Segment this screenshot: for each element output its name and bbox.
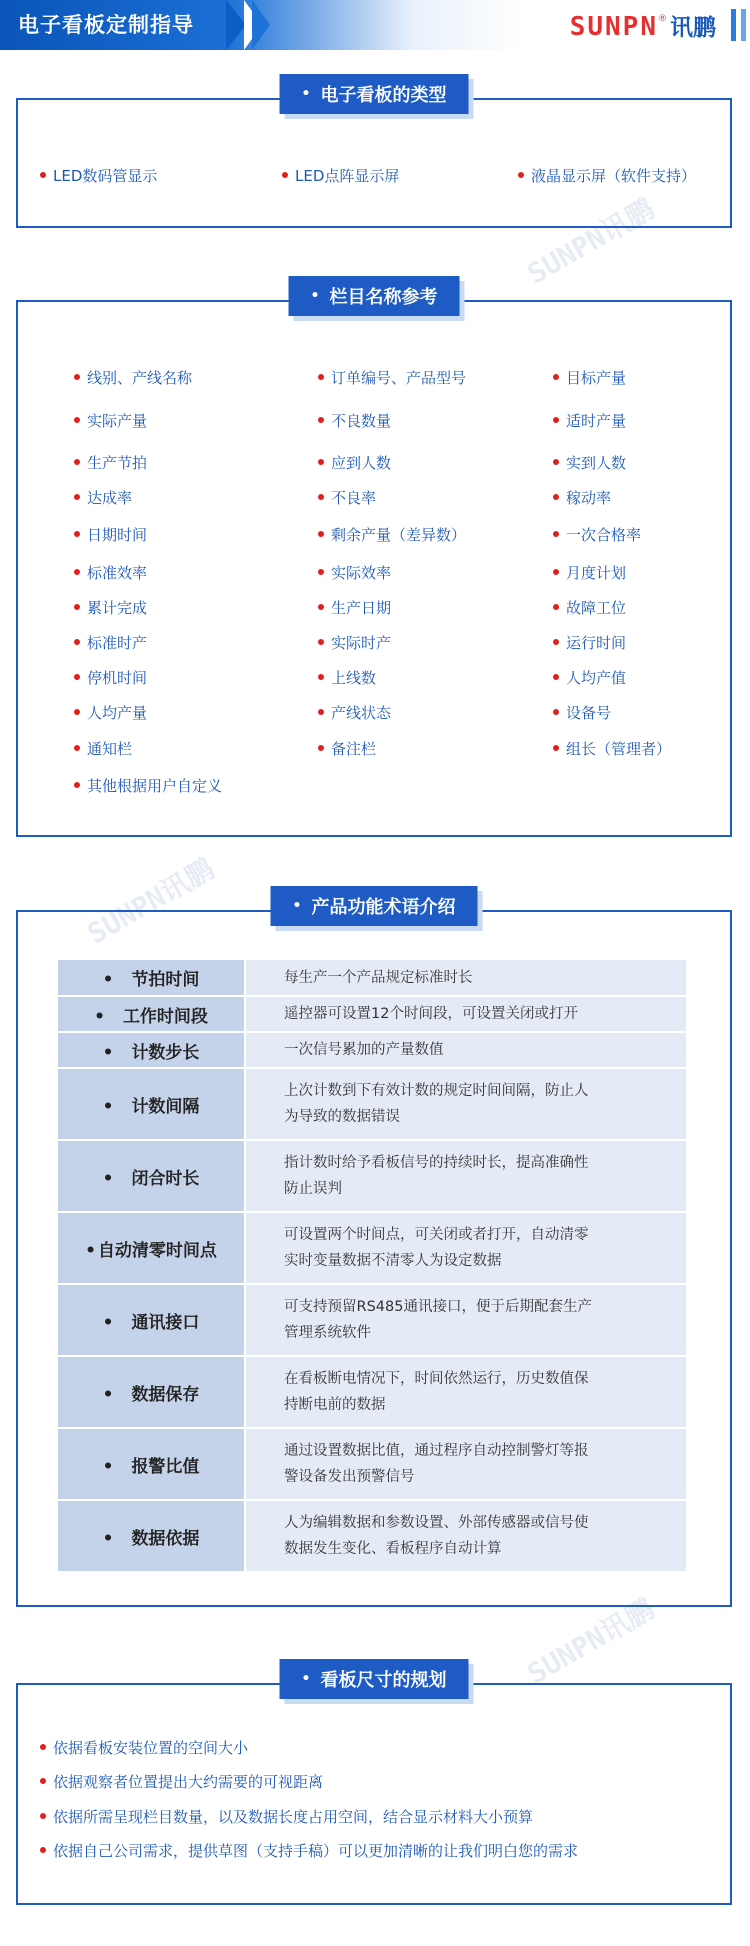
column-name-item: 停机时间 (74, 667, 147, 688)
description-line: 警设备发出预警信号 (284, 1469, 415, 1485)
description-line: 一次信号累加的产量数值 (284, 1042, 444, 1058)
column-name-item: 剩余产量（差异数） (318, 524, 466, 545)
bullet-icon: • (102, 1168, 114, 1189)
column-name-item: 日期时间 (74, 524, 147, 545)
term-description-cell (245, 1284, 686, 1356)
column-name-item: 订单编号、产品型号 (318, 367, 466, 388)
bullet-icon: • (102, 1042, 114, 1063)
section-types (16, 85, 732, 228)
column-name-item: 其他根据用户自定义 (74, 775, 222, 796)
description-line: 数据发生变化、看板程序自动计算 (284, 1541, 502, 1557)
description-line: 通过设置数据比值，通过程序自动控制警灯等报 (284, 1443, 589, 1459)
bullet-icon: • (102, 1528, 114, 1549)
term-description-cell (245, 996, 686, 1032)
section-title: 看板尺寸的规划 (320, 1670, 447, 1691)
list-item: 依据观察者位置提出大约需要的可视距离 (40, 1771, 323, 1792)
term-label: 自动清零时间点 (97, 1240, 217, 1261)
table-row (58, 996, 686, 1032)
column-name-item: 备注栏 (318, 738, 376, 759)
term-cell (58, 1032, 245, 1068)
term-label: 报警比值 (131, 1456, 200, 1477)
description-line: 实时变量数据不清零人为设定数据 (284, 1253, 502, 1269)
term-label: 数据依据 (131, 1528, 200, 1549)
header-chevron-icon (226, 0, 246, 50)
logo-text-cn: 讯鹏 (670, 15, 716, 41)
column-name-item: 人均产量 (74, 702, 147, 723)
bullet-icon: • (85, 1240, 96, 1261)
section-title: 电子看板的类型 (320, 85, 447, 106)
section-column-names (16, 287, 732, 837)
bullet-icon: • (102, 1312, 114, 1333)
column-name-item: 生产节拍 (74, 452, 147, 473)
term-label: 闭合时长 (131, 1168, 200, 1189)
column-name-item: 标准时产 (74, 632, 147, 653)
bullet-icon: • (301, 1671, 311, 1687)
column-name-item: 产线状态 (318, 702, 391, 723)
term-cell (58, 1428, 245, 1500)
description-line: 为导致的数据错误 (284, 1109, 400, 1125)
column-name-item: 达成率 (74, 487, 132, 508)
description-line: 人为编辑数据和参数设置、外部传感器或信号使 (284, 1515, 589, 1531)
table-row (58, 1212, 686, 1284)
column-name-item: 故障工位 (553, 597, 626, 618)
term-cell (58, 960, 245, 996)
column-name-item: 人均产值 (553, 667, 626, 688)
section-title: 产品功能术语介绍 (311, 897, 456, 918)
column-name-item: 稼动率 (553, 487, 611, 508)
term-description-cell (245, 1356, 686, 1428)
term-cell (58, 1140, 245, 1212)
bullet-icon: • (102, 970, 114, 990)
table-row (58, 1140, 686, 1212)
column-name-item: 运行时间 (553, 632, 626, 653)
brand-logo (570, 9, 716, 42)
page-title: 电子看板定制指导 (18, 13, 194, 37)
column-name-item: 线别、产线名称 (74, 367, 192, 388)
column-name-item: 实际效率 (318, 562, 391, 583)
table-row (58, 1284, 686, 1356)
term-label: 节拍时间 (131, 970, 200, 990)
term-cell (58, 1500, 245, 1572)
term-description-cell (245, 1140, 686, 1212)
description-line: 上次计数到下有效计数的规定时间间隔，防止人 (284, 1083, 589, 1099)
column-name-item: 上线数 (318, 667, 376, 688)
column-name-item: 实际产量 (74, 410, 147, 431)
terms-table (58, 960, 686, 1573)
list-item: 液晶显示屏（软件支持） (518, 165, 696, 186)
column-name-item: 一次合格率 (553, 524, 641, 545)
column-name-item: 月度计划 (553, 562, 626, 583)
term-description-cell (245, 1212, 686, 1284)
column-name-item: 通知栏 (74, 738, 132, 759)
column-name-item: 实到人数 (553, 452, 626, 473)
description-line: 可设置两个时间点，可关闭或者打开，自动清零 (284, 1227, 589, 1243)
watermark: SUNPN讯鹏 (81, 851, 220, 951)
description-line: 遥控器可设置12个时间段，可设置关闭或打开 (284, 1006, 578, 1022)
bullet-icon: • (102, 1456, 114, 1477)
term-label: 通讯接口 (131, 1312, 200, 1333)
term-cell (58, 1212, 245, 1284)
term-label: 数据保存 (131, 1384, 200, 1405)
description-line: 可支持预留RS485通讯接口，便于后期配套生产 (284, 1299, 592, 1315)
term-description-cell (245, 1428, 686, 1500)
description-line: 在看板断电情况下，时间依然运行，历史数值保 (284, 1371, 589, 1387)
column-name-item: 累计完成 (74, 597, 147, 618)
header-bar-decoration (731, 9, 736, 41)
table-row (58, 1428, 686, 1500)
term-label: 计数步长 (131, 1042, 200, 1063)
column-name-item: 应到人数 (318, 452, 391, 473)
term-label: 计数间隔 (131, 1096, 200, 1117)
list-item: 依据自己公司需求，提供草图（支持手稿）可以更加清晰的让我们明白您的需求 (40, 1840, 578, 1861)
logo-registered-mark: ® (658, 14, 667, 24)
watermark: SUNPN讯鹏 (521, 1591, 660, 1691)
term-cell (58, 996, 245, 1032)
term-cell (58, 1068, 245, 1140)
bullet-icon: • (102, 1384, 114, 1405)
term-label: 工作时间段 (122, 1006, 208, 1027)
term-cell (58, 1284, 245, 1356)
column-name-item: 组长（管理者） (553, 738, 671, 759)
list-item: 依据所需呈现栏目数量，以及数据长度占用空间，结合显示材料大小预算 (40, 1806, 533, 1827)
column-name-item: 不良率 (318, 487, 376, 508)
column-name-item: 适时产量 (553, 410, 626, 431)
term-cell (58, 1356, 245, 1428)
term-description-cell (245, 1500, 686, 1572)
table-row (58, 1032, 686, 1068)
table-row (58, 960, 686, 996)
term-description-cell (245, 1032, 686, 1068)
column-name-item: 标准效率 (74, 562, 147, 583)
bullet-icon: • (310, 288, 320, 304)
description-line: 指计数时给予看板信号的持续时长，提高准确性 (284, 1155, 589, 1171)
section-size-planning (16, 1670, 732, 1905)
table-row (58, 1500, 686, 1572)
description-line: 每生产一个产品规定标准时长 (284, 969, 473, 986)
bullet-icon: • (301, 86, 311, 102)
logo-text-en: SUNPN (569, 12, 658, 42)
section-title-badge (271, 886, 478, 926)
column-name-item: 实际时产 (318, 632, 391, 653)
description-line: 管理系统软件 (284, 1325, 371, 1341)
column-name-item: 不良数量 (318, 410, 391, 431)
description-line: 防止误判 (284, 1181, 342, 1197)
section-title-badge (280, 1659, 469, 1699)
list-item: LED数码管显示 (40, 165, 157, 186)
term-description-cell (245, 1068, 686, 1140)
page-header (0, 0, 750, 50)
section-title-badge (280, 74, 469, 114)
table-row (58, 1356, 686, 1428)
term-description-cell (245, 960, 686, 996)
section-title: 栏目名称参考 (329, 287, 438, 308)
description-line: 持断电前的数据 (284, 1397, 386, 1413)
column-name-item: 目标产量 (553, 367, 626, 388)
column-name-item: 设备号 (553, 702, 611, 723)
section-title-badge (289, 276, 460, 316)
bullet-icon: • (292, 898, 302, 914)
bullet-icon: • (94, 1006, 105, 1027)
bullet-icon: • (102, 1096, 114, 1117)
list-item: LED点阵显示屏 (282, 165, 399, 186)
watermark: SUNPN讯鹏 (521, 191, 660, 291)
table-row (58, 1068, 686, 1140)
header-bar-decoration (741, 9, 746, 41)
header-chevron-icon (252, 0, 270, 50)
list-item: 依据看板安装位置的空间大小 (40, 1737, 248, 1758)
column-name-item: 生产日期 (318, 597, 391, 618)
